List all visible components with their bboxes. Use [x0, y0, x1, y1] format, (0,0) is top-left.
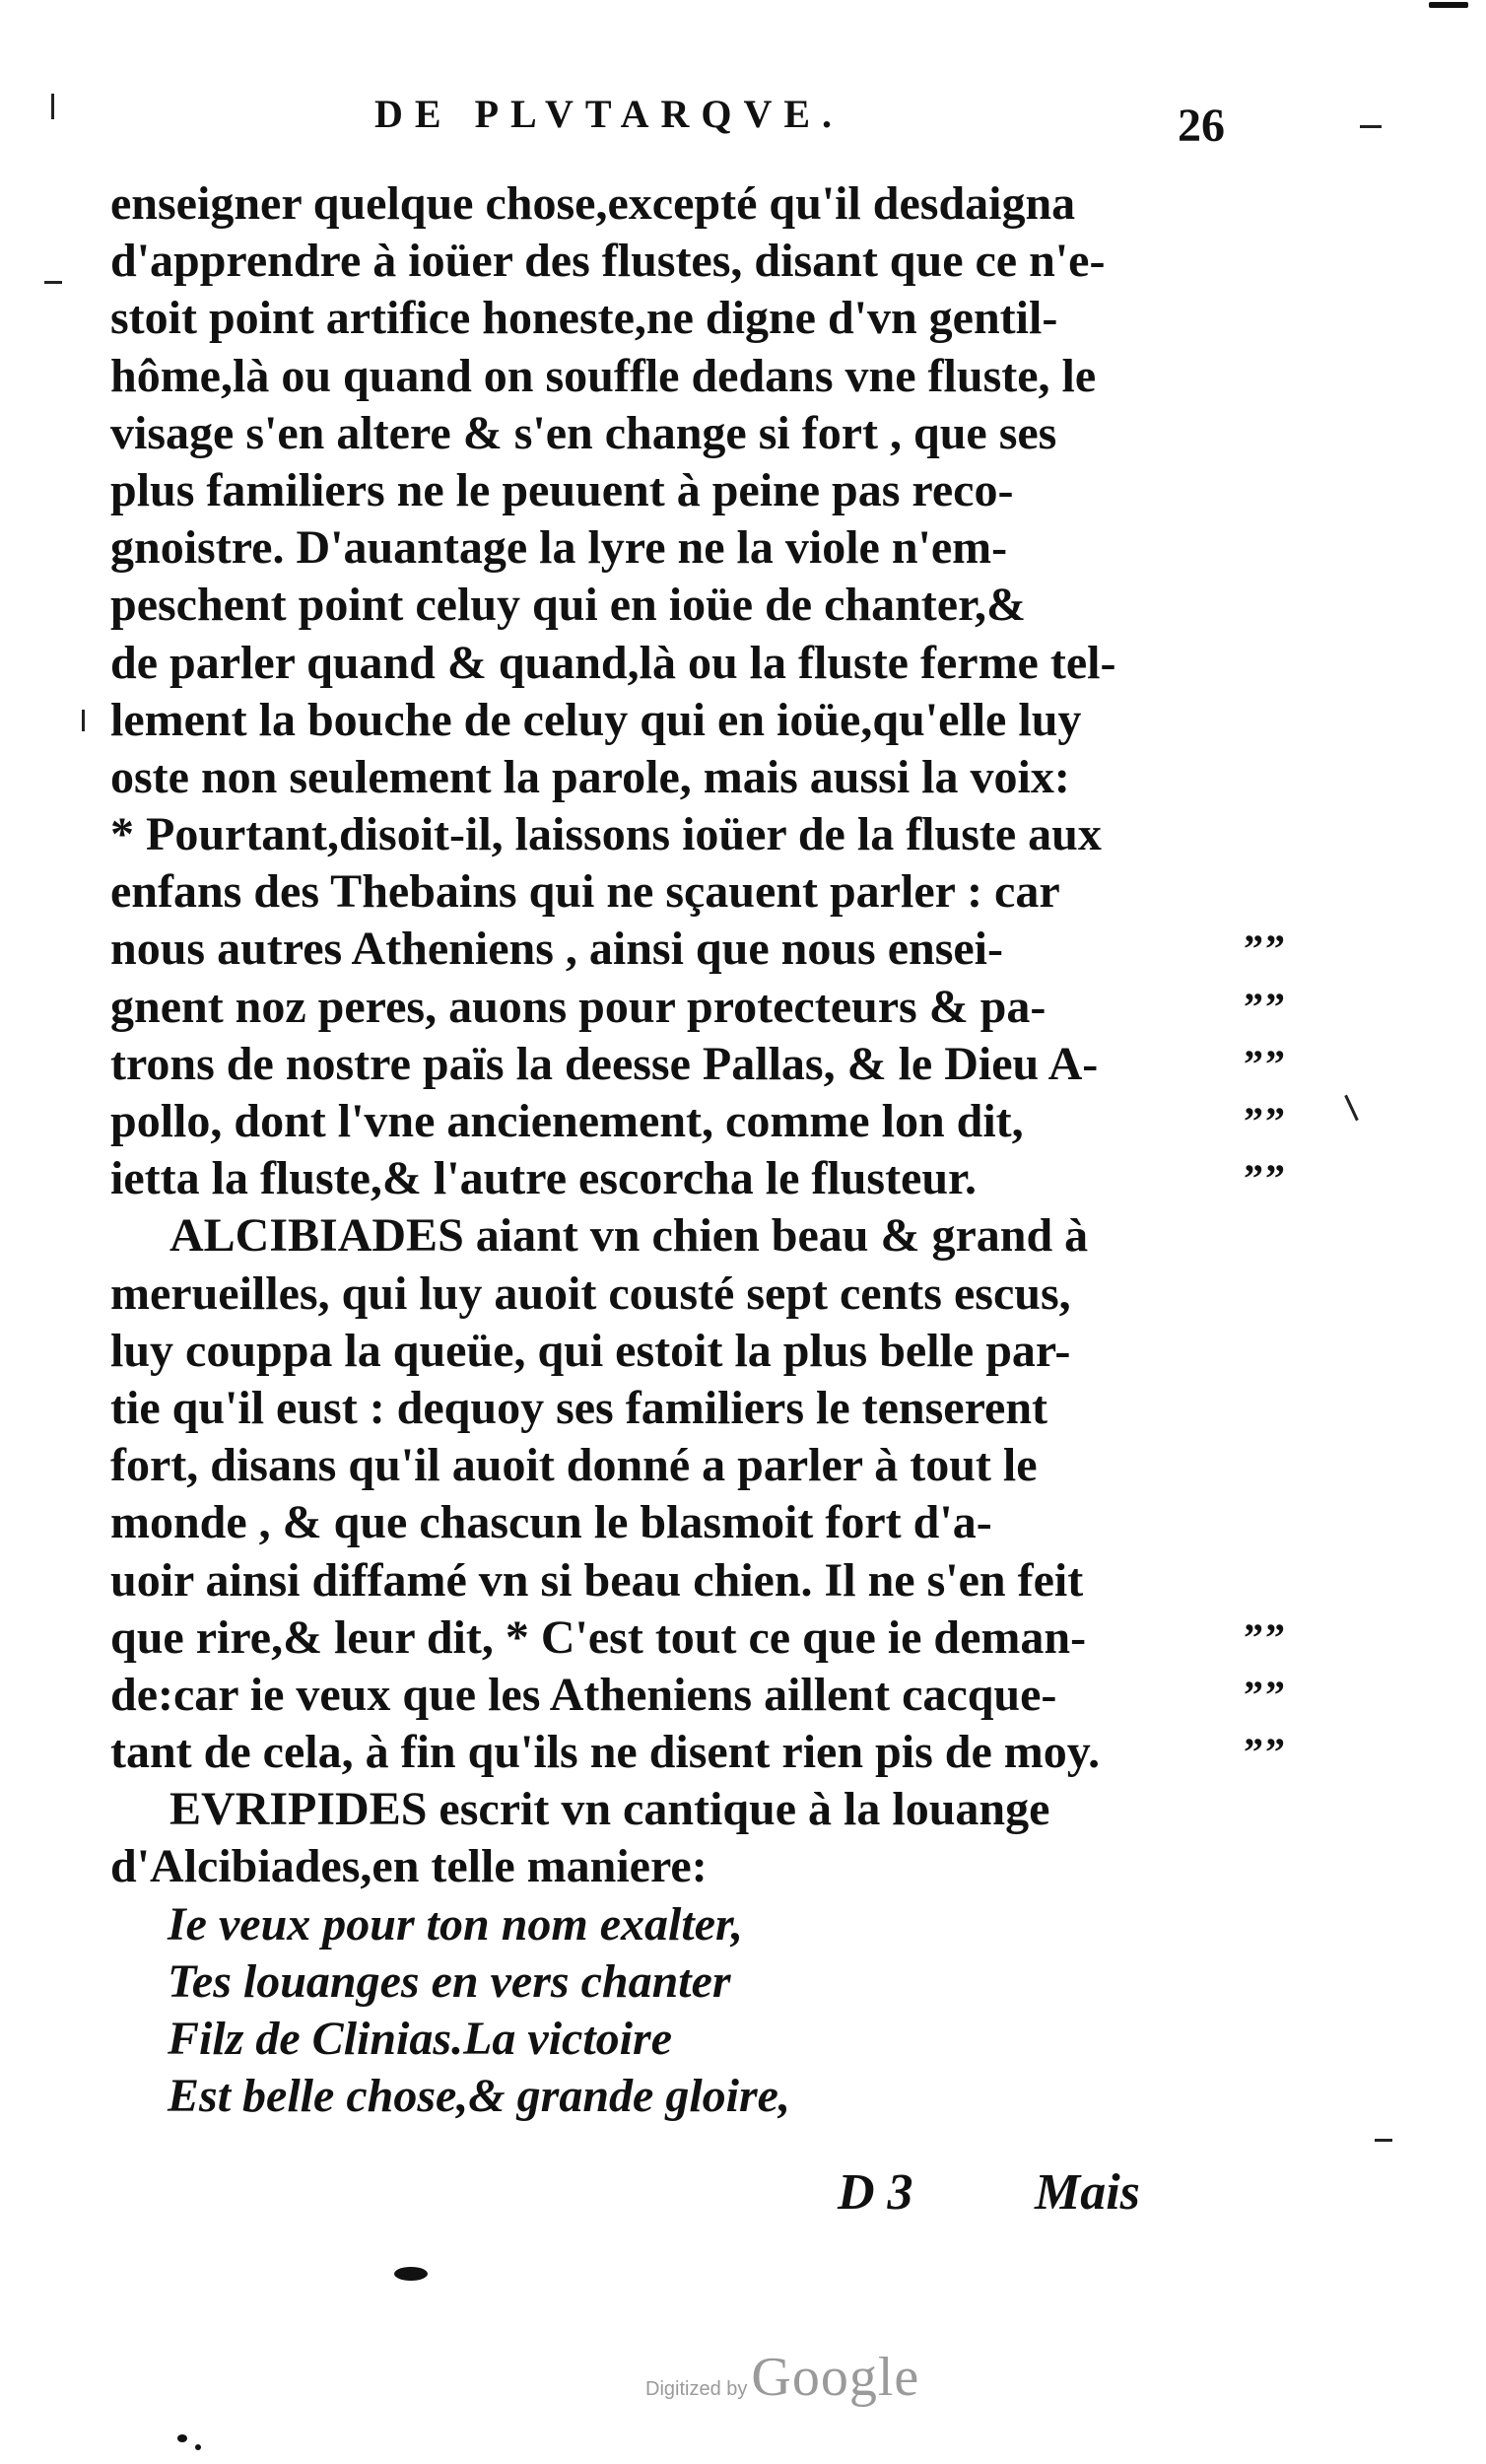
text-line — [110, 806, 1244, 863]
line-text: Tes louanges en vers chanter — [168, 1954, 731, 2008]
text-line — [110, 979, 1287, 1036]
text-line — [110, 1609, 1287, 1667]
line-text: visage s'en altere & s'en change si fort , que ses — [110, 406, 1057, 459]
line-text: nous autres Atheniens , ainsi que nous ensei- — [110, 923, 1003, 976]
watermark-brand: Google — [751, 2347, 920, 2408]
margin-mark — [1344, 1095, 1359, 1122]
margin-mark — [1375, 2139, 1392, 2142]
text-line — [110, 462, 1244, 519]
text-line — [110, 233, 1244, 290]
ink-speck — [1429, 2, 1468, 8]
signature-mark: D 3 — [838, 2164, 913, 2221]
marginal-quote-mark: ”” — [1244, 1730, 1287, 1775]
text-line — [110, 635, 1244, 692]
page-number: 26 — [1178, 100, 1225, 152]
margin-mark — [51, 94, 54, 119]
line-text: lement la bouche de celuy qui en ioüe,qu'elle luy — [110, 693, 1082, 746]
marginal-quote-mark: ”” — [1244, 926, 1287, 972]
marginal-quote-mark: ”” — [1244, 1041, 1287, 1086]
line-text: EVRIPIDES escrit vn cantique à la louange — [169, 1783, 1050, 1836]
verse-line — [110, 1896, 1244, 1953]
line-text: uoir ainsi diffamé vn si beau chien. Il ne s'en feit — [110, 1553, 1084, 1607]
line-text: plus familiers ne le peuuent à peine pas reco- — [110, 463, 1014, 516]
text-line — [110, 1093, 1287, 1150]
line-text: oste non seulement la parole, mais aussi la voix: — [110, 750, 1070, 803]
marginal-quote-mark: ”” — [1244, 1614, 1287, 1660]
line-text: de:car ie veux que les Atheniens aillent cacque- — [110, 1668, 1057, 1721]
text-line — [110, 1323, 1244, 1380]
text-line — [110, 519, 1244, 577]
line-text: luy couppa la queüe, qui estoit la plus belle par- — [110, 1324, 1071, 1377]
text-line — [110, 921, 1287, 978]
line-text: gnoistre. D'auantage la lyre ne la viole n'em- — [110, 521, 1008, 575]
verse-line — [110, 1953, 1244, 2011]
line-text: pollo, dont l'vne ancienement, comme lon dit, — [110, 1095, 1024, 1147]
marginal-quote-mark: ”” — [1244, 1672, 1287, 1717]
line-text: que rire,& leur dit, * C'est tout ce que ie deman- — [110, 1610, 1087, 1664]
text-line — [110, 1380, 1244, 1437]
text-line — [110, 1667, 1287, 1724]
catchword: Mais — [1035, 2164, 1140, 2221]
line-text: de parler quand & quand,là ou la fluste ferme tel- — [110, 636, 1116, 689]
text-line — [110, 577, 1244, 634]
text-line — [110, 1207, 1244, 1265]
line-text: ietta la fluste,& l'autre escorcha le flusteur. — [110, 1152, 977, 1205]
line-text: fort, disans qu'il auoit donné a parler à tout le — [110, 1439, 1038, 1492]
text-line — [110, 1552, 1244, 1609]
text-line — [110, 863, 1244, 921]
text-line — [110, 1781, 1244, 1838]
running-head: DE PLVTARQVE. — [374, 92, 844, 136]
verse-line — [110, 2068, 1244, 2125]
margin-mark — [44, 281, 62, 284]
line-text: d'apprendre à ioüer des flustes, disant que ce n'e- — [110, 235, 1106, 288]
text-block — [110, 175, 1287, 2125]
marginal-quote-mark: ”” — [1244, 1099, 1287, 1143]
text-line — [110, 1437, 1244, 1494]
line-text: d'Alcibiades,en telle maniere: — [110, 1840, 708, 1893]
margin-mark — [82, 710, 85, 731]
line-text: enseigner quelque chose,excepté qu'il desdaigna — [110, 177, 1076, 230]
marginal-quote-mark: ”” — [1244, 984, 1287, 1029]
line-text: Ie veux pour ton nom exalter, — [168, 1897, 744, 1951]
line-text: Filz de Clinias.La victoire — [168, 2013, 672, 2065]
watermark-prefix: Digitized by — [645, 2378, 748, 2400]
line-text: * Pourtant,disoit-il, laissons ioüer de la fluste aux — [110, 808, 1102, 861]
line-text: monde , & que chascun le blasmoit fort d'a- — [110, 1496, 992, 1549]
text-line — [110, 175, 1244, 233]
line-text: enfans des Thebains qui ne sçauent parler : car — [110, 865, 1060, 919]
text-line — [110, 1838, 1244, 1895]
line-text: gnent noz peres, auons pour protecteurs & pa- — [110, 980, 1047, 1033]
line-text: merueilles, qui luy auoit cousté sept cents escus, — [110, 1266, 1071, 1320]
text-line — [110, 1150, 1287, 1207]
text-line — [110, 290, 1244, 347]
line-text: trons de nostre païs la deesse Pallas, & le Dieu A- — [110, 1037, 1099, 1090]
text-line — [110, 1494, 1244, 1551]
text-line — [110, 1266, 1244, 1323]
margin-mark — [1360, 125, 1382, 128]
ink-speck — [195, 2444, 201, 2450]
ink-speck — [394, 2267, 428, 2281]
line-text: ALCIBIADES aiant vn chien beau & grand à — [169, 1209, 1089, 1263]
text-line — [110, 1036, 1287, 1093]
line-text: Est belle chose,& grande gloire, — [168, 2070, 790, 2123]
ink-speck — [177, 2434, 187, 2442]
line-text: hôme,là ou quand on souffle dedans vne fluste, le — [110, 349, 1097, 402]
line-text: tie qu'il eust : dequoy ses familiers le tenserent — [110, 1381, 1048, 1434]
marginal-quote-mark: ”” — [1244, 1156, 1287, 1201]
verse-line — [110, 2011, 1244, 2068]
line-text: peschent point celuy qui en ioüe de chanter,& — [110, 579, 1026, 632]
line-text: tant de cela, à fin qu'ils ne disent rien pis de moy. — [110, 1726, 1101, 1779]
text-line — [110, 1724, 1287, 1781]
line-text: stoit point artifice honeste,ne digne d'vn gentil- — [110, 292, 1058, 345]
text-line — [110, 692, 1244, 749]
text-line — [110, 405, 1244, 462]
text-line — [110, 749, 1244, 806]
digitization-watermark — [645, 2346, 919, 2409]
text-line — [110, 348, 1244, 405]
